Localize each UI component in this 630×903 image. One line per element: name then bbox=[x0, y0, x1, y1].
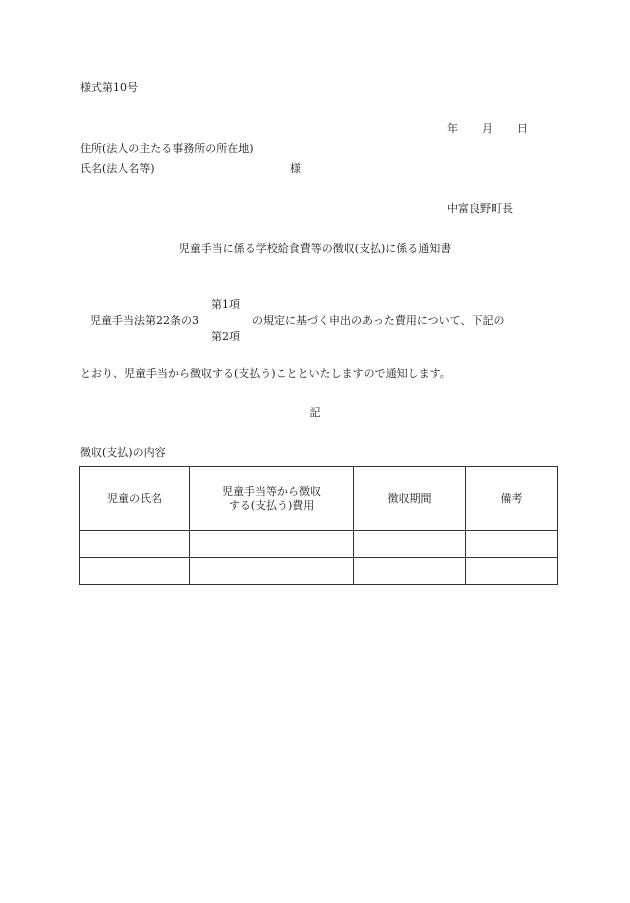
header-period: 徴収期間 bbox=[354, 467, 466, 531]
table-header-row bbox=[80, 467, 558, 531]
header-fee-line-1: 児童手当等から徴収 bbox=[222, 484, 321, 498]
body-text-line-1: の規定に基づく申出のあった費用について、下記の bbox=[252, 314, 505, 327]
fee-table bbox=[79, 466, 558, 585]
table-cell bbox=[80, 531, 190, 558]
table-row bbox=[80, 531, 558, 558]
form-number: 様式第10号 bbox=[80, 81, 138, 94]
header-fee bbox=[190, 467, 354, 531]
header-fee-line-2: する(支払う)費用 bbox=[228, 498, 315, 512]
law-item-2: 第2項 bbox=[211, 330, 240, 343]
body-text-line-2: とおり、児童手当から徴収する(支払う)ことといたしますので通知します。 bbox=[80, 367, 451, 380]
table-cell bbox=[354, 531, 466, 558]
recipient-honorific: 様 bbox=[290, 162, 301, 175]
date-day-label: 日 bbox=[517, 122, 528, 135]
law-item-1: 第1項 bbox=[211, 298, 240, 311]
table-row bbox=[80, 558, 558, 585]
table-cell bbox=[190, 531, 354, 558]
content-heading: 徴収(支払)の内容 bbox=[80, 446, 166, 459]
header-remarks: 備考 bbox=[466, 467, 558, 531]
recipient-address-label: 住所(法人の主たる事務所の所在地) bbox=[80, 142, 254, 155]
date-year-label: 年 bbox=[447, 122, 458, 135]
issuer-name: 中富良野町長 bbox=[447, 202, 513, 215]
header-child-name: 児童の氏名 bbox=[80, 467, 190, 531]
table-cell bbox=[190, 558, 354, 585]
law-reference: 児童手当法第22条の3 bbox=[90, 314, 199, 327]
table-cell bbox=[466, 558, 558, 585]
table-cell bbox=[80, 558, 190, 585]
date-month-label: 月 bbox=[482, 122, 493, 135]
table-cell bbox=[466, 531, 558, 558]
table-cell bbox=[354, 558, 466, 585]
document-title: 児童手当に係る学校給食費等の徴収(支払)に係る通知書 bbox=[178, 242, 452, 255]
recipient-name-label: 氏名(法人名等) bbox=[80, 162, 155, 175]
ki-marker: 記 bbox=[309, 406, 321, 419]
